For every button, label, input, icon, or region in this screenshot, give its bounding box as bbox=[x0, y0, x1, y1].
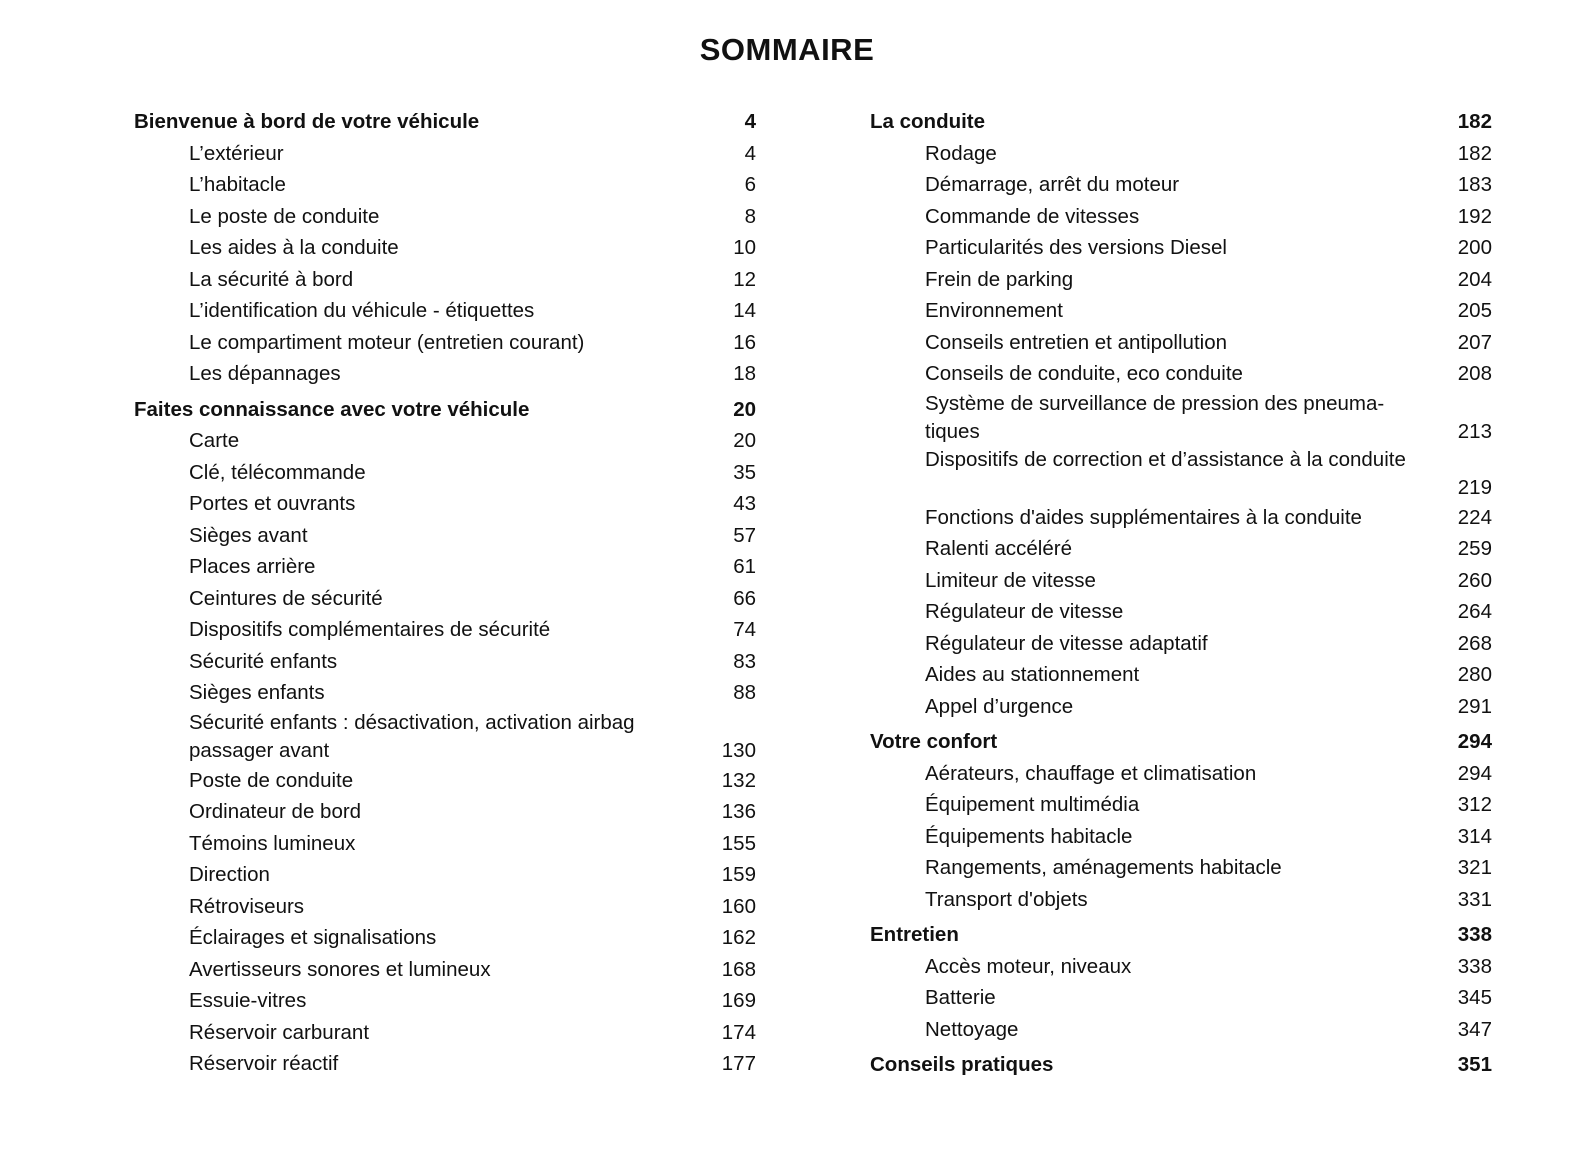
toc-item[interactable] bbox=[134, 201, 756, 233]
toc-item[interactable] bbox=[870, 232, 1492, 264]
section-title: Faites connaissance avec votre véhicule bbox=[134, 397, 530, 421]
toc-item[interactable] bbox=[134, 138, 756, 170]
dot-leader bbox=[401, 234, 731, 255]
toc-item[interactable] bbox=[870, 169, 1492, 201]
dot-leader bbox=[1075, 265, 1456, 286]
dot-leader bbox=[1284, 854, 1456, 875]
item-page: 207 bbox=[1457, 330, 1492, 354]
dot-leader bbox=[1210, 629, 1456, 650]
item-label: Témoins lumineux bbox=[189, 831, 356, 855]
dot-leader bbox=[481, 108, 742, 129]
item-label: Réservoir carburant bbox=[189, 1020, 370, 1044]
dot-leader bbox=[308, 987, 719, 1008]
toc-item[interactable] bbox=[134, 169, 756, 201]
dot-leader bbox=[317, 553, 731, 574]
item-label: L’habitacle bbox=[189, 173, 286, 196]
item-page: 259 bbox=[1457, 537, 1492, 560]
section-page: 4 bbox=[744, 110, 756, 133]
item-label: Conseils de conduite, eco conduite bbox=[925, 362, 1243, 385]
dot-leader bbox=[288, 171, 743, 192]
dot-leader bbox=[1229, 328, 1456, 349]
item-page: 18 bbox=[733, 362, 756, 385]
item-label: Équipement multimédia bbox=[925, 793, 1140, 816]
toc-item[interactable] bbox=[870, 821, 1492, 853]
item-label-line1: Dispositifs de correction et d’assistance à la conduite bbox=[925, 447, 1406, 471]
item-label: Portes et ouvrants bbox=[189, 492, 356, 515]
item-label: Les aides à la conduite bbox=[189, 236, 399, 259]
item-page: 224 bbox=[1457, 505, 1492, 529]
toc-left-column bbox=[134, 106, 756, 1080]
item-label: Le compartiment moteur (entretien courant) bbox=[189, 330, 585, 354]
dot-leader bbox=[371, 1018, 720, 1039]
item-label: Sièges enfants bbox=[189, 681, 325, 704]
item-page: 177 bbox=[721, 1052, 756, 1075]
item-page: 10 bbox=[733, 236, 756, 259]
item-label: Nettoyage bbox=[925, 1017, 1019, 1041]
dot-leader bbox=[999, 139, 1456, 160]
item-page: 8 bbox=[744, 204, 756, 228]
item-page: 168 bbox=[721, 957, 756, 981]
item-page: 347 bbox=[1457, 1017, 1492, 1041]
section-page: 351 bbox=[1457, 1053, 1492, 1076]
toc-item-multiline[interactable] bbox=[870, 446, 1492, 502]
toc-item[interactable] bbox=[134, 358, 756, 390]
toc-item[interactable] bbox=[870, 628, 1492, 660]
dot-leader bbox=[536, 297, 731, 318]
toc-item[interactable] bbox=[870, 659, 1492, 691]
item-label-line1: Sécurité enfants : désactivation, activation airbag bbox=[189, 710, 635, 734]
item-page: 183 bbox=[1457, 173, 1492, 196]
item-page: 66 bbox=[733, 586, 756, 610]
item-label: Appel d’urgence bbox=[925, 694, 1074, 718]
item-label: Régulateur de vitesse bbox=[925, 600, 1124, 623]
item-label: Carte bbox=[189, 429, 240, 452]
item-label: L’identification du véhicule - étiquettes bbox=[189, 299, 535, 322]
item-page: 338 bbox=[1457, 954, 1492, 978]
item-label: Frein de parking bbox=[925, 267, 1074, 291]
item-page: 155 bbox=[721, 831, 756, 855]
dot-leader bbox=[1229, 234, 1456, 255]
section-page: 338 bbox=[1457, 923, 1492, 946]
item-label: Avertisseurs sonores et lumineux bbox=[189, 957, 491, 981]
toc-item[interactable] bbox=[870, 138, 1492, 170]
toc-section-bienvenue[interactable] bbox=[134, 106, 756, 138]
item-label: Rétroviseurs bbox=[189, 894, 305, 918]
dot-leader bbox=[357, 490, 731, 511]
item-page: 159 bbox=[721, 863, 756, 886]
item-label: Transport d'objets bbox=[925, 887, 1088, 911]
toc-item[interactable] bbox=[870, 295, 1492, 327]
item-label: Batterie bbox=[925, 986, 996, 1009]
dot-leader bbox=[241, 427, 731, 448]
dot-leader bbox=[381, 202, 742, 223]
dot-leader bbox=[1075, 692, 1456, 713]
item-label: passager avant bbox=[189, 738, 330, 762]
item-label: Réservoir réactif bbox=[189, 1052, 339, 1075]
item-label: Rodage bbox=[925, 141, 997, 165]
item-page: 208 bbox=[1457, 362, 1492, 385]
toc-item[interactable] bbox=[134, 295, 756, 327]
dot-leader bbox=[987, 108, 1456, 129]
toc-item[interactable] bbox=[870, 201, 1492, 233]
toc-item[interactable] bbox=[870, 327, 1492, 359]
page-title: SOMMAIRE bbox=[699, 32, 875, 67]
item-label: Démarrage, arrêt du moteur bbox=[925, 173, 1180, 196]
toc-section-entretien[interactable] bbox=[870, 919, 1492, 951]
item-label: L’extérieur bbox=[189, 141, 284, 165]
toc-item[interactable] bbox=[134, 264, 756, 296]
item-label: Conseils entretien et antipollution bbox=[925, 330, 1227, 354]
dot-leader bbox=[310, 521, 732, 542]
item-page: 280 bbox=[1457, 663, 1492, 686]
dot-leader bbox=[1065, 297, 1456, 318]
item-page: 294 bbox=[1457, 761, 1492, 785]
toc-item[interactable] bbox=[870, 951, 1492, 983]
item-label: Équipements habitacle bbox=[925, 824, 1133, 848]
section-title: Bienvenue à bord de votre véhicule bbox=[134, 110, 480, 133]
dot-leader bbox=[999, 728, 1456, 749]
toc-item[interactable] bbox=[134, 796, 756, 828]
item-page: 205 bbox=[1457, 299, 1492, 322]
item-page: 136 bbox=[721, 800, 756, 823]
item-label: Le poste de conduite bbox=[189, 204, 380, 228]
item-label: tiques bbox=[925, 419, 980, 443]
item-label: Sièges avant bbox=[189, 523, 308, 547]
item-page: 264 bbox=[1457, 600, 1492, 623]
item-label: Limiteur de vitesse bbox=[925, 568, 1096, 592]
section-page: 294 bbox=[1457, 730, 1492, 753]
item-label: Essuie-vitres bbox=[189, 989, 307, 1012]
dot-leader bbox=[1125, 598, 1455, 619]
toc-item[interactable] bbox=[134, 327, 756, 359]
toc-item[interactable] bbox=[870, 596, 1492, 628]
item-page: 130 bbox=[721, 738, 756, 762]
item-page: 314 bbox=[1457, 824, 1492, 848]
dot-leader bbox=[586, 328, 731, 349]
item-label: Particularités des versions Diesel bbox=[925, 236, 1227, 259]
item-label: Éclairages et signalisations bbox=[189, 926, 437, 949]
dot-leader bbox=[357, 829, 719, 850]
dot-leader bbox=[1090, 885, 1456, 906]
dot-leader bbox=[531, 395, 731, 416]
toc-item[interactable] bbox=[870, 691, 1492, 723]
toc-item[interactable] bbox=[134, 1017, 756, 1049]
item-page: 132 bbox=[721, 768, 756, 792]
toc-item[interactable] bbox=[870, 758, 1492, 790]
toc-item[interactable] bbox=[134, 583, 756, 615]
toc-item[interactable] bbox=[134, 520, 756, 552]
item-label: Ceintures de sécurité bbox=[189, 586, 383, 610]
item-page: 200 bbox=[1457, 236, 1492, 259]
item-label: Direction bbox=[189, 863, 270, 886]
toc-section-conseils-pratiques[interactable] bbox=[870, 1049, 1492, 1081]
dot-leader bbox=[1134, 822, 1455, 843]
dot-leader bbox=[1258, 759, 1456, 780]
toc-item[interactable] bbox=[134, 551, 756, 583]
toc-item[interactable] bbox=[134, 891, 756, 923]
toc-item-multiline[interactable] bbox=[870, 390, 1492, 446]
section-title: Conseils pratiques bbox=[870, 1053, 1054, 1076]
dot-leader bbox=[1020, 1015, 1455, 1036]
item-page: 160 bbox=[721, 894, 756, 918]
item-page: 74 bbox=[733, 618, 756, 641]
toc-right-column bbox=[870, 106, 1492, 1081]
dot-leader bbox=[340, 1050, 720, 1071]
item-page: 182 bbox=[1457, 141, 1492, 165]
item-page: 321 bbox=[1457, 856, 1492, 879]
section-page: 20 bbox=[733, 397, 756, 421]
item-page: 162 bbox=[721, 926, 756, 949]
dot-leader bbox=[286, 139, 743, 160]
item-label: Clé, télécommande bbox=[189, 460, 366, 484]
dot-leader bbox=[327, 679, 732, 700]
dot-leader bbox=[343, 360, 732, 381]
dot-leader bbox=[438, 924, 720, 945]
toc-item[interactable] bbox=[134, 985, 756, 1017]
item-page: 83 bbox=[733, 649, 756, 673]
item-page: 331 bbox=[1457, 887, 1492, 911]
item-page: 260 bbox=[1457, 568, 1492, 592]
item-page: 204 bbox=[1457, 267, 1492, 291]
dot-leader bbox=[1141, 661, 1456, 682]
dot-leader bbox=[925, 474, 1456, 495]
item-label: Fonctions d'aides supplémentaires à la conduite bbox=[925, 505, 1362, 529]
toc-item[interactable] bbox=[870, 982, 1492, 1014]
item-label: Aides au stationnement bbox=[925, 663, 1140, 686]
item-label: Aérateurs, chauffage et climatisation bbox=[925, 761, 1257, 785]
toc-item[interactable] bbox=[870, 884, 1492, 916]
item-label: La sécurité à bord bbox=[189, 267, 354, 291]
item-page: 219 bbox=[1457, 475, 1492, 499]
item-page: 192 bbox=[1457, 204, 1492, 228]
item-label: Environnement bbox=[925, 299, 1063, 322]
dot-leader bbox=[1245, 360, 1456, 381]
toc-item[interactable] bbox=[870, 264, 1492, 296]
toc-item[interactable] bbox=[870, 358, 1492, 390]
item-page: 61 bbox=[733, 555, 756, 578]
dot-leader bbox=[998, 984, 1456, 1005]
item-page: 268 bbox=[1457, 631, 1492, 655]
toc-item[interactable] bbox=[134, 1048, 756, 1080]
toc-item[interactable] bbox=[870, 852, 1492, 884]
item-label: Poste de conduite bbox=[189, 768, 354, 792]
item-page: 6 bbox=[744, 173, 756, 196]
dot-leader bbox=[493, 955, 720, 976]
dot-leader bbox=[1098, 566, 1456, 587]
dot-leader bbox=[355, 265, 731, 286]
dot-leader bbox=[368, 458, 732, 479]
item-label: Commande de vitesses bbox=[925, 204, 1140, 228]
toc-item[interactable] bbox=[134, 922, 756, 954]
toc-item[interactable] bbox=[870, 565, 1492, 597]
item-page: 57 bbox=[733, 523, 756, 547]
section-page: 182 bbox=[1457, 110, 1492, 133]
toc-item[interactable] bbox=[134, 765, 756, 797]
toc-item[interactable] bbox=[134, 646, 756, 678]
toc-item[interactable] bbox=[870, 1014, 1492, 1046]
dot-leader bbox=[1141, 202, 1456, 223]
toc-item[interactable] bbox=[134, 488, 756, 520]
dot-leader bbox=[306, 892, 720, 913]
item-page: 35 bbox=[733, 460, 756, 484]
dot-leader bbox=[1141, 791, 1456, 812]
item-label: Régulateur de vitesse adaptatif bbox=[925, 631, 1208, 655]
toc-item[interactable] bbox=[134, 457, 756, 489]
item-page: 14 bbox=[733, 299, 756, 322]
item-label: Sécurité enfants bbox=[189, 649, 338, 673]
item-page: 174 bbox=[721, 1020, 756, 1044]
toc-section-votre-confort[interactable] bbox=[870, 726, 1492, 758]
toc-section-la-conduite[interactable] bbox=[870, 106, 1492, 138]
toc-item[interactable] bbox=[134, 828, 756, 860]
dot-leader bbox=[339, 647, 731, 668]
item-page: 345 bbox=[1457, 986, 1492, 1009]
section-title: Entretien bbox=[870, 923, 959, 946]
item-page: 169 bbox=[721, 989, 756, 1012]
toc-section-faites-connaissance[interactable] bbox=[134, 394, 756, 426]
toc-item[interactable] bbox=[134, 859, 756, 891]
section-title: La conduite bbox=[870, 110, 986, 133]
dot-leader bbox=[355, 766, 720, 787]
toc-item[interactable] bbox=[870, 533, 1492, 565]
dot-leader bbox=[552, 616, 731, 637]
dot-leader bbox=[385, 584, 731, 605]
item-page: 20 bbox=[733, 429, 756, 452]
dot-leader bbox=[272, 861, 720, 882]
dot-leader bbox=[1074, 535, 1456, 556]
dot-leader bbox=[1055, 1051, 1455, 1072]
toc-item[interactable] bbox=[870, 789, 1492, 821]
toc-item[interactable] bbox=[870, 502, 1492, 534]
dot-leader bbox=[331, 737, 720, 758]
item-label: Places arrière bbox=[189, 555, 316, 578]
item-label: Rangements, aménagements habitacle bbox=[925, 856, 1282, 879]
toc-item[interactable] bbox=[134, 232, 756, 264]
section-title: Votre confort bbox=[870, 730, 998, 753]
item-label: Accès moteur, niveaux bbox=[925, 954, 1132, 978]
item-label-line1: Système de surveillance de pression des pneuma- bbox=[925, 391, 1385, 415]
toc-item[interactable] bbox=[134, 614, 756, 646]
item-label: Ralenti accéléré bbox=[925, 537, 1072, 560]
dot-leader bbox=[363, 798, 720, 819]
dot-leader bbox=[961, 921, 1456, 942]
item-page: 12 bbox=[733, 267, 756, 291]
item-label: Ordinateur de bord bbox=[189, 800, 362, 823]
item-page: 312 bbox=[1457, 793, 1492, 816]
toc-item-multiline[interactable] bbox=[134, 709, 756, 765]
dot-leader bbox=[1364, 503, 1456, 524]
item-page: 4 bbox=[744, 141, 756, 165]
toc-item[interactable] bbox=[134, 954, 756, 986]
item-page: 213 bbox=[1457, 419, 1492, 443]
dot-leader bbox=[1133, 952, 1456, 973]
item-page: 88 bbox=[733, 681, 756, 704]
dot-leader bbox=[1181, 171, 1456, 192]
toc-item[interactable] bbox=[134, 425, 756, 457]
item-label: Dispositifs complémentaires de sécurité bbox=[189, 618, 551, 641]
item-page: 43 bbox=[733, 492, 756, 515]
toc-item[interactable] bbox=[134, 677, 756, 709]
item-page: 291 bbox=[1457, 694, 1492, 718]
item-page: 16 bbox=[733, 330, 756, 354]
dot-leader bbox=[982, 418, 1456, 439]
item-label: Les dépannages bbox=[189, 362, 341, 385]
